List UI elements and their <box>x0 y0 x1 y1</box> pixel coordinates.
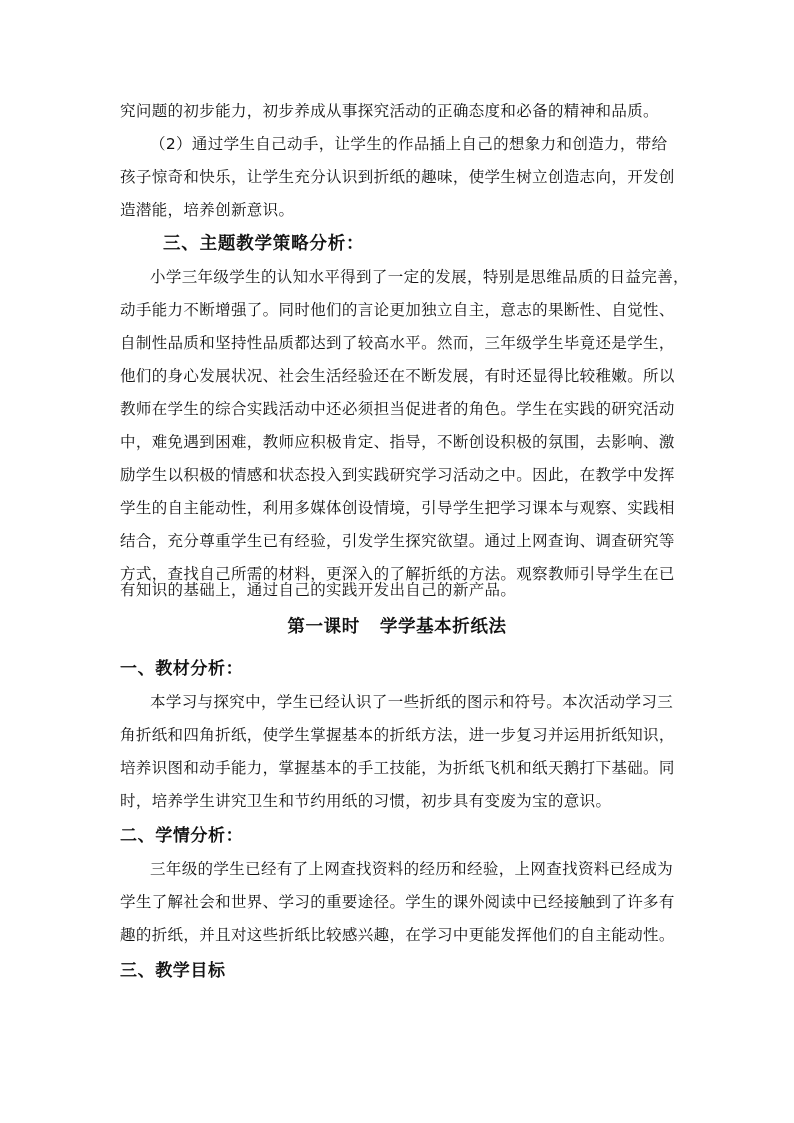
sub-heading-teaching-goals: 三、教学目标 <box>120 961 226 981</box>
paragraph-line: 培养识图和动手能力，掌握基本的手工技能，为折纸飞机和纸天鹅打下基础。同 <box>120 759 675 777</box>
paragraph-line: 励学生以积极的情感和状态投入到实践研究学习活动之中。因此，在教学中发挥 <box>120 466 675 484</box>
paragraph-line: 动手能力不断增强了。同时他们的言论更加独立自主，意志的果断性、自觉性、 <box>120 301 675 319</box>
section-heading-strategy: 三、主题教学策略分析： <box>163 234 365 254</box>
paragraph-line: 方式，查找自己所需的材料，更深入的了解折纸的方法。观察教师引导学生在已 <box>120 565 675 583</box>
sub-heading-material-analysis: 一、教材分析： <box>120 659 244 679</box>
paragraph-line: 教师在学生的综合实践活动中还必须担当促进者的角色。学生在实践的研究活动 <box>120 400 675 418</box>
paragraph-line: 他们的身心发展状况、社会生活经验还在不断发展，有时还显得比较稚嫩。所以 <box>120 367 675 385</box>
lesson-heading: 第一课时 学学基本折纸法 <box>287 617 507 637</box>
paragraph-line: 角折纸和四角折纸，使学生掌握基本的折纸方法，进一步复习并运用折纸知识， <box>120 726 675 744</box>
paragraph-line: 时，培养学生讲究卫生和节约用纸的习惯，初步具有变废为宝的意识。 <box>120 792 612 810</box>
paragraph-line: 中，难免遇到困难，教师应积极肯定、指导，不断创设积极的氛围，去影响、激 <box>120 433 675 451</box>
paragraph-line: 孩子惊奇和快乐，让学生充分认识到折纸的趣味，使学生树立创造志向，开发创 <box>120 168 675 186</box>
paragraph-line: 造潜能，培养创新意识。 <box>120 201 295 219</box>
paragraph-line: 学生了解社会和世界、学习的重要途径。学生的课外阅读中已经接触到了许多有 <box>120 893 675 911</box>
paragraph-line: （2）通过学生自己动手，让学生的作品插上自己的想象力和创造力，带给 <box>150 135 668 153</box>
paragraph-line: 趣的折纸，并且对这些折纸比较感兴趣，在学习中更能发挥他们的自主能动性。 <box>120 926 675 944</box>
paragraph-line: 究问题的初步能力，初步养成从事探究活动的正确态度和必备的精神和品质。 <box>120 102 659 120</box>
paragraph-line: 有知识的基础上，通过自己的实践开发出自己的新产品。 <box>120 581 517 599</box>
paragraph-line: 本学习与探究中，学生已经认识了一些折纸的图示和符号。本次活动学习三 <box>150 693 674 711</box>
paragraph-line: 三年级的学生已经有了上网查找资料的经历和经验，上网查找资料已经成为 <box>150 860 674 878</box>
sub-heading-student-analysis: 二、学情分析： <box>120 826 244 846</box>
paragraph-line: 自制性品质和坚持性品质都达到了较高水平。然而，三年级学生毕竟还是学生， <box>120 334 675 352</box>
paragraph-line: 结合，充分尊重学生已有经验，引发学生探究欲望。通过上网查询、调查研究等 <box>120 532 675 550</box>
paragraph-line: 学生的自主能动性，利用多媒体创设情境，引导学生把学习课本与观察、实践相 <box>120 499 675 517</box>
paragraph-line: 小学三年级学生的认知水平得到了一定的发展，特别是思维品质的日益完善， <box>150 268 689 286</box>
